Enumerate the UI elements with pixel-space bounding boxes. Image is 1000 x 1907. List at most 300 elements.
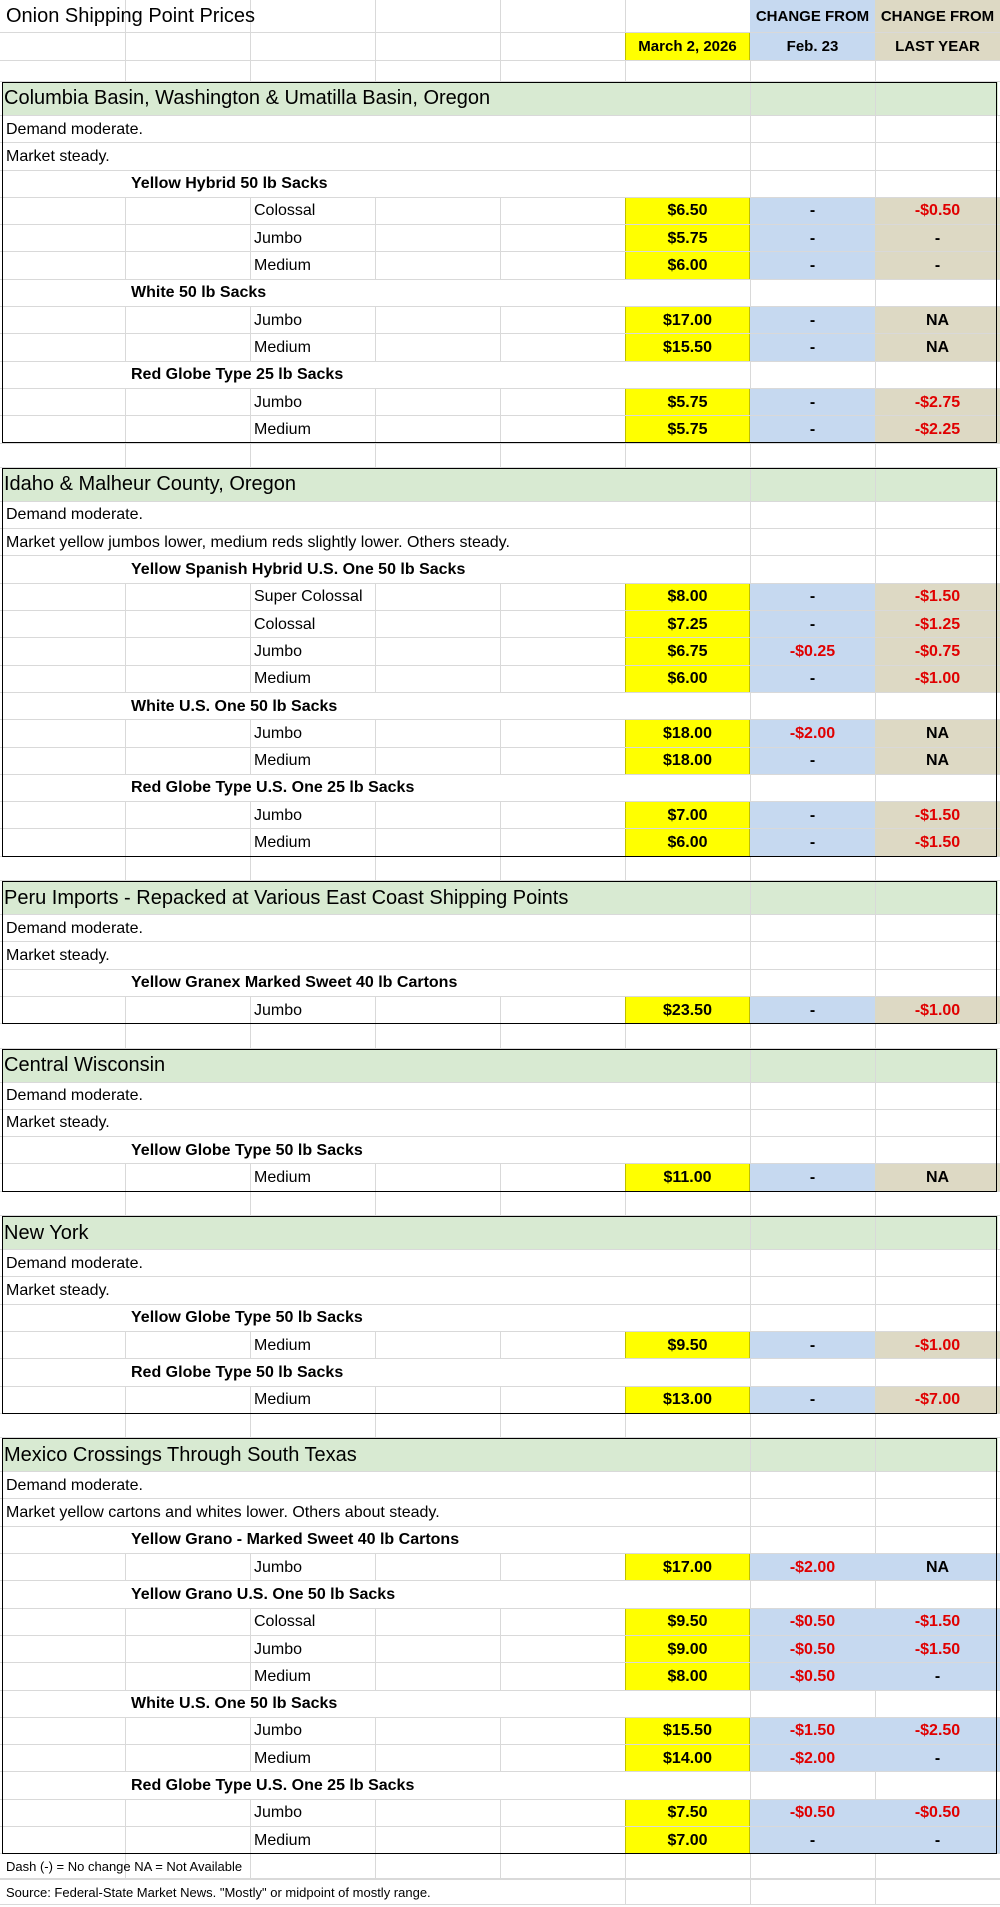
column-gridline xyxy=(125,1636,126,1663)
column-gridline xyxy=(875,529,876,556)
column-gridline xyxy=(500,997,501,1024)
column-gridline xyxy=(750,1110,751,1137)
price-cell: $8.00 xyxy=(625,1663,750,1690)
header-row-2 xyxy=(0,33,1000,60)
product-row xyxy=(0,1772,1000,1799)
table-row xyxy=(0,611,1000,638)
column-gridline xyxy=(250,61,251,82)
change-prev-cell: -$0.50 xyxy=(750,1609,875,1636)
grade-size: Medium xyxy=(254,1391,311,1409)
column-gridline xyxy=(875,1083,876,1110)
grade-size: Colossal xyxy=(254,1613,316,1631)
table-row xyxy=(0,1745,1000,1772)
change-year-cell: NA xyxy=(875,307,1000,334)
change-year-cell: -$1.50 xyxy=(875,584,1000,611)
column-gridline xyxy=(125,802,126,829)
column-gridline xyxy=(500,1414,501,1438)
column-gridline xyxy=(750,775,751,802)
column-gridline xyxy=(625,1854,626,1879)
column-gridline xyxy=(875,171,876,198)
column-gridline xyxy=(875,61,876,82)
column-gridline xyxy=(875,1438,876,1472)
page-title: Onion Shipping Point Prices xyxy=(6,5,256,28)
region-row xyxy=(0,1438,1000,1472)
column-gridline xyxy=(875,942,876,969)
price-cell: $7.00 xyxy=(625,1827,750,1854)
change-prev-cell: - xyxy=(750,307,875,334)
price-cell: $15.50 xyxy=(625,334,750,361)
column-gridline xyxy=(875,1216,876,1250)
price-cell: $9.00 xyxy=(625,1636,750,1663)
region-row xyxy=(0,881,1000,915)
column-gridline xyxy=(500,1827,501,1854)
change-year-cell: - xyxy=(875,1745,1000,1772)
column-gridline xyxy=(625,1024,626,1048)
change-year-cell: -$1.25 xyxy=(875,611,1000,638)
column-gridline xyxy=(125,1718,126,1745)
market-text: Market yellow cartons and whites lower. Others about steady. xyxy=(6,1504,440,1522)
market-text: Market steady. xyxy=(6,1114,110,1132)
spacer-row xyxy=(0,444,1000,468)
product-name: Yellow Granex Marked Sweet 40 lb Cartons xyxy=(131,974,458,992)
price-cell: $5.75 xyxy=(625,389,750,416)
product-row xyxy=(0,1137,1000,1164)
column-gridline xyxy=(500,584,501,611)
market-row xyxy=(0,529,1000,556)
market-text: Market steady. xyxy=(6,946,110,964)
column-gridline xyxy=(125,720,126,747)
change-prev-cell: -$0.50 xyxy=(750,1636,875,1663)
grade-size: Jumbo xyxy=(254,1804,303,1822)
column-gridline xyxy=(500,61,501,82)
column-gridline xyxy=(750,362,751,389)
table-row xyxy=(0,802,1000,829)
price-cell: $15.50 xyxy=(625,1718,750,1745)
table-row xyxy=(0,1827,1000,1854)
table-row xyxy=(0,389,1000,416)
column-gridline xyxy=(875,1110,876,1137)
price-cell: $9.50 xyxy=(625,1332,750,1359)
market-row xyxy=(0,1277,1000,1304)
column-gridline xyxy=(625,0,626,33)
column-gridline xyxy=(875,1581,876,1608)
grade-size: Jumbo xyxy=(254,229,303,247)
grade-size: Medium xyxy=(254,1336,311,1354)
demand-text: Demand moderate. xyxy=(6,1476,143,1494)
column-gridline xyxy=(875,1192,876,1216)
column-gridline xyxy=(250,1414,251,1438)
market-row xyxy=(0,1110,1000,1137)
change-prev-cell: - xyxy=(750,334,875,361)
price-cell: $11.00 xyxy=(625,1164,750,1191)
column-gridline xyxy=(875,1277,876,1304)
column-gridline xyxy=(875,881,876,915)
change-prev-cell: - xyxy=(750,416,875,443)
price-cell: $8.00 xyxy=(625,584,750,611)
column-gridline xyxy=(125,225,126,252)
column-gridline xyxy=(125,444,126,468)
column-gridline xyxy=(750,468,751,502)
price-cell: $7.50 xyxy=(625,1800,750,1827)
column-gridline xyxy=(750,1359,751,1386)
column-gridline xyxy=(750,1880,751,1905)
column-gridline xyxy=(625,61,626,82)
change-from-label-year: CHANGE FROM xyxy=(875,0,1000,33)
table-row xyxy=(0,198,1000,225)
column-gridline xyxy=(500,638,501,665)
column-gridline xyxy=(250,33,251,60)
change-year-cell: -$1.00 xyxy=(875,1332,1000,1359)
demand-text: Demand moderate. xyxy=(6,120,143,138)
product-row xyxy=(0,362,1000,389)
change-year-cell: -$2.75 xyxy=(875,389,1000,416)
change-prev-cell: -$0.50 xyxy=(750,1663,875,1690)
table-row xyxy=(0,1663,1000,1690)
table-row xyxy=(0,1332,1000,1359)
column-gridline xyxy=(125,389,126,416)
grade-size: Medium xyxy=(254,1169,311,1187)
change-year-header: LAST YEAR xyxy=(875,33,1000,60)
product-name: Yellow Grano U.S. One 50 lb Sacks xyxy=(131,1585,396,1603)
price-cell: $17.00 xyxy=(625,1554,750,1581)
product-name: White 50 lb Sacks xyxy=(131,284,267,302)
column-gridline xyxy=(625,1414,626,1438)
table-row xyxy=(0,638,1000,665)
change-prev-cell: - xyxy=(750,1827,875,1854)
demand-text: Demand moderate. xyxy=(6,919,143,937)
column-gridline xyxy=(125,33,126,60)
column-gridline xyxy=(500,611,501,638)
region-title: Columbia Basin, Washington & Umatilla Basin, Oregon xyxy=(4,87,491,110)
change-year-cell: -$1.50 xyxy=(875,802,1000,829)
column-gridline xyxy=(750,1192,751,1216)
region-title: Idaho & Malheur County, Oregon xyxy=(4,473,297,496)
column-gridline xyxy=(375,1192,376,1216)
column-gridline xyxy=(875,1527,876,1554)
column-gridline xyxy=(500,198,501,225)
grade-size: Jumbo xyxy=(254,724,303,742)
column-gridline xyxy=(375,1414,376,1438)
grade-size: Jumbo xyxy=(254,1640,303,1658)
price-cell: $13.00 xyxy=(625,1387,750,1414)
column-gridline xyxy=(875,970,876,997)
change-prev-cell: -$2.00 xyxy=(750,1554,875,1581)
change-year-cell: -$1.00 xyxy=(875,666,1000,693)
column-gridline xyxy=(125,611,126,638)
change-year-cell: -$1.50 xyxy=(875,1636,1000,1663)
region-title: Mexico Crossings Through South Texas xyxy=(4,1443,357,1466)
column-gridline xyxy=(875,1854,876,1879)
footer-legend-row xyxy=(0,1854,1000,1879)
product-row xyxy=(0,1691,1000,1718)
column-gridline xyxy=(750,857,751,881)
column-gridline xyxy=(500,1332,501,1359)
change-year-cell: - xyxy=(875,1827,1000,1854)
column-gridline xyxy=(500,748,501,775)
grade-size: Medium xyxy=(254,1831,311,1849)
region-title: New York xyxy=(4,1221,89,1244)
column-gridline xyxy=(875,1691,876,1718)
footer-source-row xyxy=(0,1880,1000,1905)
market-text: Market steady. xyxy=(6,1281,110,1299)
change-year-cell: -$0.75 xyxy=(875,638,1000,665)
price-cell: $6.00 xyxy=(625,252,750,279)
column-gridline xyxy=(625,1880,626,1905)
column-gridline xyxy=(875,1049,876,1083)
change-year-cell: -$0.50 xyxy=(875,198,1000,225)
grade-size: Medium xyxy=(254,1749,311,1767)
change-prev-cell: - xyxy=(750,252,875,279)
table-row xyxy=(0,997,1000,1024)
column-gridline xyxy=(875,1772,876,1799)
column-gridline xyxy=(500,1164,501,1191)
product-row xyxy=(0,280,1000,307)
column-gridline xyxy=(750,693,751,720)
column-gridline xyxy=(125,857,126,881)
grade-size: Jumbo xyxy=(254,642,303,660)
footer-source: Source: Federal-State Market News. "Mostly" or midpoint of mostly range. xyxy=(6,1884,431,1900)
change-year-cell: -$2.50 xyxy=(875,1718,1000,1745)
grade-size: Jumbo xyxy=(254,1001,303,1019)
column-gridline xyxy=(375,1024,376,1048)
change-prev-header: Feb. 23 xyxy=(750,33,875,60)
price-cell: $6.00 xyxy=(625,666,750,693)
column-gridline xyxy=(125,748,126,775)
grade-size: Medium xyxy=(254,670,311,688)
column-gridline xyxy=(875,857,876,881)
column-gridline xyxy=(125,666,126,693)
grade-size: Medium xyxy=(254,257,311,275)
column-gridline xyxy=(875,280,876,307)
demand-text: Demand moderate. xyxy=(6,506,143,524)
column-gridline xyxy=(500,720,501,747)
table-row xyxy=(0,225,1000,252)
change-year-cell: -$7.00 xyxy=(875,1387,1000,1414)
column-gridline xyxy=(125,416,126,443)
column-gridline xyxy=(500,1718,501,1745)
column-gridline xyxy=(125,829,126,856)
demand-row xyxy=(0,502,1000,529)
change-prev-cell: - xyxy=(750,997,875,1024)
grade-size: Jumbo xyxy=(254,1722,303,1740)
change-prev-cell: - xyxy=(750,802,875,829)
grade-size: Medium xyxy=(254,338,311,356)
market-text: Market yellow jumbos lower, medium reds slightly lower. Others steady. xyxy=(6,533,510,551)
price-cell: $5.75 xyxy=(625,225,750,252)
change-year-cell: - xyxy=(875,225,1000,252)
price-cell: $5.75 xyxy=(625,416,750,443)
grade-size: Super Colossal xyxy=(254,588,363,606)
column-gridline xyxy=(875,556,876,583)
column-gridline xyxy=(750,1527,751,1554)
product-name: White U.S. One 50 lb Sacks xyxy=(131,697,338,715)
spacer-row xyxy=(0,857,1000,881)
footer-legend: Dash (-) = No change NA = Not Available xyxy=(6,1859,243,1875)
column-gridline xyxy=(125,1164,126,1191)
column-gridline xyxy=(125,1663,126,1690)
table-row xyxy=(0,334,1000,361)
table-row xyxy=(0,748,1000,775)
column-gridline xyxy=(500,1745,501,1772)
region-row xyxy=(0,1049,1000,1083)
price-cell: $23.50 xyxy=(625,997,750,1024)
column-gridline xyxy=(125,1800,126,1827)
table-row xyxy=(0,1164,1000,1191)
grade-size: Jumbo xyxy=(254,1558,303,1576)
header-row-1 xyxy=(0,0,1000,33)
change-year-cell: NA xyxy=(875,1164,1000,1191)
grade-size: Jumbo xyxy=(254,393,303,411)
table-row xyxy=(0,720,1000,747)
change-prev-cell: - xyxy=(750,611,875,638)
column-gridline xyxy=(125,1192,126,1216)
change-from-label-prev: CHANGE FROM xyxy=(750,0,875,33)
table-row xyxy=(0,1554,1000,1581)
column-gridline xyxy=(625,857,626,881)
column-gridline xyxy=(750,1691,751,1718)
column-gridline xyxy=(875,116,876,143)
price-cell: $9.50 xyxy=(625,1609,750,1636)
demand-row xyxy=(0,116,1000,143)
column-gridline xyxy=(750,1083,751,1110)
product-name: Red Globe Type U.S. One 25 lb Sacks xyxy=(131,1777,415,1795)
table-row xyxy=(0,1636,1000,1663)
column-gridline xyxy=(750,970,751,997)
column-gridline xyxy=(125,1387,126,1414)
spacer-row xyxy=(0,1192,1000,1216)
demand-row xyxy=(0,1472,1000,1499)
column-gridline xyxy=(875,362,876,389)
change-prev-cell: - xyxy=(750,1387,875,1414)
column-gridline xyxy=(125,198,126,225)
column-gridline xyxy=(750,1772,751,1799)
market-row xyxy=(0,143,1000,170)
demand-row xyxy=(0,1250,1000,1277)
change-year-cell: NA xyxy=(875,748,1000,775)
market-text: Market steady. xyxy=(6,147,110,165)
product-row xyxy=(0,171,1000,198)
column-gridline xyxy=(125,252,126,279)
region-row xyxy=(0,468,1000,502)
grade-size: Medium xyxy=(254,834,311,852)
change-year-cell: -$1.00 xyxy=(875,997,1000,1024)
column-gridline xyxy=(375,857,376,881)
column-gridline xyxy=(625,1192,626,1216)
column-gridline xyxy=(750,280,751,307)
product-row xyxy=(0,775,1000,802)
product-row xyxy=(0,693,1000,720)
change-prev-cell: -$1.50 xyxy=(750,1718,875,1745)
column-gridline xyxy=(750,556,751,583)
change-prev-cell: - xyxy=(750,198,875,225)
column-gridline xyxy=(500,1636,501,1663)
product-name: Yellow Globe Type 50 lb Sacks xyxy=(131,1141,363,1159)
column-gridline xyxy=(750,529,751,556)
column-gridline xyxy=(750,1216,751,1250)
column-gridline xyxy=(875,82,876,116)
row-gridline xyxy=(0,1904,1000,1905)
column-gridline xyxy=(875,1359,876,1386)
product-name: Yellow Hybrid 50 lb Sacks xyxy=(131,175,328,193)
column-gridline xyxy=(500,1387,501,1414)
product-name: White U.S. One 50 lb Sacks xyxy=(131,1695,338,1713)
grade-size: Jumbo xyxy=(254,311,303,329)
column-gridline xyxy=(875,1472,876,1499)
column-gridline xyxy=(750,1438,751,1472)
column-gridline xyxy=(125,61,126,82)
column-gridline xyxy=(500,1663,501,1690)
product-name: Red Globe Type U.S. One 25 lb Sacks xyxy=(131,779,415,797)
change-prev-cell: -$0.25 xyxy=(750,638,875,665)
region-title: Peru Imports - Repacked at Various East Coast Shipping Points xyxy=(4,886,569,909)
column-gridline xyxy=(750,1277,751,1304)
change-prev-cell: - xyxy=(750,584,875,611)
column-gridline xyxy=(250,1192,251,1216)
demand-text: Demand moderate. xyxy=(6,1254,143,1272)
region-row xyxy=(0,82,1000,116)
column-gridline xyxy=(500,252,501,279)
change-year-cell: -$1.50 xyxy=(875,829,1000,856)
column-gridline xyxy=(125,1609,126,1636)
change-prev-cell: -$2.00 xyxy=(750,1745,875,1772)
column-gridline xyxy=(500,307,501,334)
column-gridline xyxy=(750,1414,751,1438)
table-row xyxy=(0,666,1000,693)
column-gridline xyxy=(500,1609,501,1636)
product-name: Red Globe Type 25 lb Sacks xyxy=(131,366,344,384)
table-row xyxy=(0,1387,1000,1414)
grade-size: Colossal xyxy=(254,615,316,633)
spacer-row xyxy=(0,1414,1000,1438)
column-gridline xyxy=(750,915,751,942)
column-gridline xyxy=(500,829,501,856)
change-prev-cell: - xyxy=(750,666,875,693)
column-gridline xyxy=(750,61,751,82)
table-row xyxy=(0,307,1000,334)
product-row xyxy=(0,1359,1000,1386)
price-cell: $6.00 xyxy=(625,829,750,856)
column-gridline xyxy=(250,857,251,881)
column-gridline xyxy=(500,416,501,443)
column-gridline xyxy=(500,1554,501,1581)
column-gridline xyxy=(500,802,501,829)
change-year-cell: NA xyxy=(875,720,1000,747)
column-gridline xyxy=(500,1800,501,1827)
column-gridline xyxy=(750,1854,751,1879)
column-gridline xyxy=(875,1137,876,1164)
price-date-header: March 2, 2026 xyxy=(625,33,750,60)
column-gridline xyxy=(125,1332,126,1359)
column-gridline xyxy=(375,61,376,82)
grade-size: Medium xyxy=(254,420,311,438)
column-gridline xyxy=(125,1414,126,1438)
column-gridline xyxy=(125,1827,126,1854)
product-row xyxy=(0,1305,1000,1332)
column-gridline xyxy=(875,915,876,942)
table-row xyxy=(0,1609,1000,1636)
change-prev-cell: -$0.50 xyxy=(750,1800,875,1827)
column-gridline xyxy=(875,1250,876,1277)
column-gridline xyxy=(750,444,751,468)
price-cell: $6.75 xyxy=(625,638,750,665)
grade-size: Jumbo xyxy=(254,806,303,824)
grade-size: Colossal xyxy=(254,202,316,220)
column-gridline xyxy=(750,1499,751,1526)
change-year-cell: -$0.50 xyxy=(875,1800,1000,1827)
column-gridline xyxy=(500,666,501,693)
column-gridline xyxy=(375,444,376,468)
column-gridline xyxy=(750,116,751,143)
